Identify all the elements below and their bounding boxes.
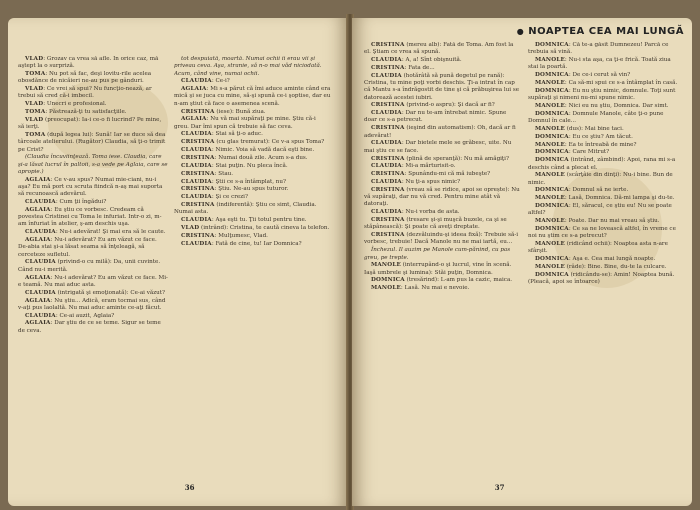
speaker-name: CRISTINA xyxy=(181,139,215,146)
dialogue-line xyxy=(364,42,520,57)
dialogue-line xyxy=(364,277,520,284)
line-text: : Lasă. Nu mai e nevoie. xyxy=(400,285,470,292)
dialogue-line xyxy=(364,163,520,170)
line-text: : Care Mitrut? xyxy=(568,149,610,156)
speaker-name: DOMNICA xyxy=(535,110,569,117)
line-text: (plină de speranţă): Nu mă amăgiţi? xyxy=(404,155,509,162)
line-text: (ridicându-se): Amin! Noaptea bună. (Pleacă, apoi se întoarce) xyxy=(528,271,675,286)
speaker-name: VLAD xyxy=(181,225,200,231)
dialogue-line xyxy=(528,172,680,187)
dialogue-line xyxy=(364,209,520,216)
speaker-name: CRISTINA xyxy=(371,155,405,162)
speaker-name: CRISTINA xyxy=(181,108,215,115)
speaker-name: CLAUDIA xyxy=(181,162,212,169)
dialogue-line xyxy=(18,132,168,154)
line-text: : Că te-a găsit Dumnezeu! Parcă ce trebuia să vină. xyxy=(528,42,669,56)
speaker-name: MANOLE xyxy=(535,125,565,132)
speaker-name: CRISTINA xyxy=(371,171,405,178)
line-text: : Dar nu te-am întrebat nimic. Spune doar ce s-a petrecut. xyxy=(364,110,507,124)
dialogue-line xyxy=(528,57,680,72)
dialogue-line xyxy=(18,298,168,313)
dialogue-line xyxy=(174,78,332,85)
line-text: : Şi ce crezi? xyxy=(211,194,248,201)
line-text: : Unecri e profesional. xyxy=(43,101,107,108)
dialogue-line xyxy=(174,171,332,178)
speaker-name: DOMNICA xyxy=(535,149,569,156)
line-text: : Mulţumesc, Vlad. xyxy=(214,232,268,239)
stage-direction: Închezul. Il auzim pe Manole cum-pănind, cu pas greu, pe trepte. xyxy=(364,247,511,261)
line-text: (mereu alb): Fată de Toma. Am fost la el. Ştiam ce vrea să spună. xyxy=(364,42,514,56)
dialogue-line xyxy=(174,194,332,201)
dialogue-line xyxy=(528,80,680,87)
dialogue-line xyxy=(364,57,520,64)
speaker-name: MANOLE xyxy=(535,218,565,225)
page-number-right: 37 xyxy=(494,483,505,492)
speaker-name: CRISTINA xyxy=(181,170,215,177)
dialogue-line xyxy=(18,320,168,335)
line-text: : Poate. Dar nu mai vreau să ştiu. xyxy=(564,218,660,225)
speaker-name: DOMNICA xyxy=(535,72,569,79)
line-text: (intrând, zâmbind): Apoi, rana mi s-a deschis când a plecat el. xyxy=(528,157,676,171)
line-text: (ieşind din automatism): Oh, dacă ar fi adevărat! xyxy=(364,125,516,139)
line-text: : Cum ţii îngădui? xyxy=(55,199,107,206)
dialogue-line xyxy=(528,149,680,156)
line-text: : Ea te întreabă de mine? xyxy=(564,141,637,148)
line-text: : Nu-i adevărat! Şi mai era să le caute. xyxy=(55,229,166,236)
line-text: (râde): Bine. Bine, du-te la culcare. xyxy=(564,264,667,271)
line-text: : Stau. xyxy=(214,170,234,177)
dialogue-line xyxy=(174,186,332,193)
line-text: : Eu ce ştiu? Am tăcut. xyxy=(568,133,633,140)
dialogue-line xyxy=(174,225,332,232)
header-title: NOAPTEA CEA MAI LUNGĂ xyxy=(528,26,684,37)
speaker-name: CLAUDIA xyxy=(181,147,212,154)
text-column-3 xyxy=(364,42,520,456)
speaker-name: VLAD xyxy=(25,116,44,123)
speaker-name: CLAUDIA xyxy=(371,179,402,186)
dialogue-line xyxy=(364,232,520,247)
dialogue-line xyxy=(364,171,520,178)
dialogue-line xyxy=(18,71,168,86)
speaker-name: MANOLE xyxy=(535,57,565,64)
dialogue-line xyxy=(364,102,520,109)
speaker-name: AGLAIA xyxy=(25,320,51,327)
line-text: (indiferentă): Ştiu ce simt, Claudia. Numai asta. xyxy=(174,202,317,216)
line-text: : Ştii ce s-a întâmplat, nu? xyxy=(211,178,286,185)
right-page xyxy=(352,18,692,506)
line-text: : Nu-i vorba de asta. xyxy=(401,209,460,216)
speaker-name: AGLAIA xyxy=(181,116,207,123)
dialogue-line xyxy=(174,241,332,248)
line-text: : Ştiu. Ne-au spus tuturor. xyxy=(214,186,289,193)
dialogue-line xyxy=(18,199,168,206)
dialogue-line xyxy=(174,147,332,154)
speaker-name: CLAUDIA xyxy=(25,312,56,319)
dialogue-line xyxy=(364,247,520,262)
dialogue-line xyxy=(364,187,520,209)
dialogue-line xyxy=(18,207,168,229)
speaker-name: TOMA xyxy=(25,132,46,139)
line-text: : Nu vă mai supăraţi pe mine. Ştiu că-i greu. Dar îmi spun că trebuie să fac ceva. xyxy=(174,116,316,130)
running-header xyxy=(517,26,684,37)
line-text: : Domnule Manole, câte ţi-o pune Domnul în cale... xyxy=(528,110,664,125)
line-text: : Nu-i adevărat? Eu am văzut ce face. De-abia stai şi-a lăsat seama să înţeleagă, să cerceteze sufletul. xyxy=(18,237,157,258)
speaker-name: DOMNICA xyxy=(535,157,569,164)
line-text: : Nu pot să fac, deşi lovitu-rile acelea obosdănce de nicăieri ne-au pus pe gânduri. xyxy=(18,71,152,85)
line-text: (preocupat): Ia-i ce-o fi lucrind? Pe mine, să ierţi. xyxy=(18,116,162,131)
dialogue-line xyxy=(364,217,520,232)
dialogue-line xyxy=(528,72,680,79)
speaker-name: CLAUDIA xyxy=(181,178,212,185)
speaker-name: CLAUDIA xyxy=(25,229,56,236)
dialogue-line xyxy=(528,111,680,126)
speaker-name: CLAUDIA xyxy=(181,217,212,224)
speaker-name: DOMNICA xyxy=(535,133,569,140)
speaker-name: CRISTINA xyxy=(181,232,215,239)
speaker-name: MANOLE xyxy=(535,80,565,87)
speaker-name: AGLAIA xyxy=(25,206,51,213)
dialogue-line xyxy=(174,86,332,108)
line-text: : De ce-i cerut să vin? xyxy=(568,72,631,79)
speaker-name: DOMNICA xyxy=(535,271,569,278)
speaker-name: CLAUDIA xyxy=(371,57,402,64)
dialogue-line xyxy=(528,42,680,57)
text-column-2 xyxy=(174,56,332,456)
speaker-name: VLAD xyxy=(25,101,44,108)
dialogue-line xyxy=(364,110,520,125)
speaker-name: TOMA xyxy=(25,71,46,78)
speaker-name: DOMNICA xyxy=(535,42,569,48)
line-text: (după legea lui): Sună! Iar se duce să dea târcoale atelierului. (Rugător) Claudia, să ţi-o trimit pe Crist? xyxy=(18,132,166,153)
line-text: : Numai două zile. Acum s-a dus. xyxy=(214,155,308,161)
speaker-name: CRISTINA xyxy=(371,42,405,48)
speaker-name: VLAD xyxy=(25,86,44,93)
line-text: : Aşa e. Cea mai lungă noapte. xyxy=(568,256,656,263)
dialogue-line xyxy=(528,157,680,172)
line-text: (privind-o cu milă): Da, unii cuvinte. Când nu-i merită. xyxy=(18,259,161,273)
line-text: (tresare şi-şi muşcă buzele, ca şi se stăpânească): Şi poate că aveţi dreptate. xyxy=(364,217,507,231)
speaker-name: DOMNICA xyxy=(535,226,569,233)
speaker-name: CLAUDIA xyxy=(371,110,402,117)
speaker-name: DOMNICA xyxy=(535,87,569,94)
dialogue-line xyxy=(528,88,680,103)
line-text: : Nu-i adevărat? Eu am văzut ce face. Mi-e teamă. Nu mai aduc asta. xyxy=(18,274,168,288)
dialogue-line xyxy=(18,56,168,71)
dialogue-line xyxy=(174,139,332,146)
line-text: : Fată de cine, tu! Iar Domnica? xyxy=(211,240,302,247)
speaker-name: AGLAIA xyxy=(181,86,207,93)
speaker-name: CRISTINA xyxy=(371,125,405,132)
speaker-name: MANOLE xyxy=(535,195,565,202)
line-text: (intrigată şi emoţionată): Ce-ai văzut? xyxy=(55,289,166,296)
line-text: (vreau să se ridice, apoi se oprește): Nu vă supăraţi, dar nu vă cred. Pentru mine atât vă datoraţi. xyxy=(364,186,520,208)
line-text: : El, săracul, ce ştiu eu! Nu se poate altfel? xyxy=(528,203,672,217)
speaker-name: MANOLE xyxy=(535,241,565,248)
speaker-name: DOMNICA xyxy=(535,203,569,210)
line-text: : Dar ştiu de ce se teme. Sigur se teme de ceva. xyxy=(18,320,161,334)
dialogue-line xyxy=(174,217,332,224)
line-text: : A, a! Sînt obişnuită. xyxy=(401,57,462,64)
dialogue-line xyxy=(528,134,680,141)
speaker-name: CLAUDIA xyxy=(371,209,402,216)
dialogue-line xyxy=(364,125,520,140)
speaker-name: CRISTINA xyxy=(371,64,405,71)
line-text: : Ce v-au spus? Numai mie-ciani, nu-i aşa? Eu mă port cu scruta fiindcă n-aş mai suporta să recunoască adevărul. xyxy=(18,176,163,198)
speaker-name: CLAUDIA xyxy=(371,163,402,170)
line-text: (dezvăluindu-şi ideea fixă): Trebuie să-i vorbesc, trebuie! Dacă Manole nu ne mai iartă, eu... xyxy=(364,232,519,246)
line-text: : Nimic. Voia să vadă dacă eşti bine. xyxy=(211,147,315,154)
dialogue-line xyxy=(528,203,680,218)
dialogue-line xyxy=(174,202,332,217)
line-text: : Ce vrei să spui? Nu funcţio-nează, ar trebui să cred că-i imbecil. xyxy=(18,86,152,100)
text-column-4 xyxy=(528,42,680,456)
dialogue-line xyxy=(18,86,168,101)
line-text: : Stai să ţi-o aduc. xyxy=(211,131,263,138)
dialogue-line xyxy=(528,126,680,133)
dialogue-line xyxy=(528,226,680,241)
speaker-name: CLAUDIA xyxy=(181,78,212,85)
stage-direction: tot despuiată, moartă. Numai ochii ii erau vii şi priveau ceva. Aşa, stranie, să n-o mai văd niciodată. Acum, când vine, numai ochii. xyxy=(174,56,322,77)
bullet-icon: ● xyxy=(516,27,525,36)
speaker-name: CRISTINA xyxy=(181,155,215,161)
speaker-name: MANOLE xyxy=(535,141,565,148)
dialogue-line xyxy=(18,290,168,297)
dialogue-line xyxy=(528,272,680,287)
line-text: : Mi s-a părut că îmi aduce aminte când era mică şi se juca cu mine, să-şi spună ce-i şoptise, dar eu n-am ştiut că face o asemenea scenă. xyxy=(174,86,331,107)
speaker-name: MANOLE xyxy=(535,172,565,179)
dialogue-line xyxy=(174,179,332,186)
speaker-name: DOMNICA xyxy=(535,256,569,263)
line-text: : Păstrează-ţi tu satisfacţiile. xyxy=(45,109,127,116)
line-text: (privind-o aspru): Şi dacă ar fi? xyxy=(404,102,495,109)
speaker-name: CRISTINA xyxy=(181,186,215,193)
speaker-name: CLAUDIA xyxy=(25,259,56,266)
text-column-1 xyxy=(18,56,168,456)
line-text: : Domnul să ne ierte. xyxy=(568,187,629,194)
speaker-name: CRISTINA xyxy=(371,102,405,109)
line-text: : Dar bietele mele se grăbesc, uite. Nu mai ştiu ce se face. xyxy=(364,140,512,154)
dialogue-line xyxy=(18,117,168,132)
speaker-name: CLAUDIA xyxy=(25,289,56,296)
dialogue-line xyxy=(18,109,168,116)
dialogue-line xyxy=(174,233,332,240)
dialogue-line xyxy=(18,101,168,108)
line-text: : Nu ţi-a spus nimic? xyxy=(401,179,461,186)
line-text: : Eu ştiu ce vorbesc. Credeam că povestea Cristinei cu Toma le infuriat. Intr-o zi, m-am înfuriat în atelier, ş-am deschis uşa. xyxy=(18,206,162,228)
dialogue-line xyxy=(364,156,520,163)
speaker-name: AGLAIA xyxy=(25,237,51,244)
line-text: : Nici eu nu ştiu, Domnica. Dar simt. xyxy=(564,102,669,109)
stage-direction: (Claudia încuviinţează. Toma iese. Claudia, care şi-a lăsat lucrul în paltoii, s-a vede pe Aglaia, care se apropie.) xyxy=(18,154,168,175)
dialogue-line xyxy=(18,275,168,290)
line-text: : Aşa eşti tu. Ţii totul pentru tine. xyxy=(211,217,307,224)
line-text: (intrând): Cristina, te caută cineva la telefon. xyxy=(199,225,330,231)
page-number-left: 36 xyxy=(184,483,195,492)
line-text: : Fata de... xyxy=(404,64,435,71)
dialogue-line xyxy=(528,142,680,149)
speaker-name: CLAUDIA xyxy=(25,199,56,206)
line-text: (dus): Mai bine taci. xyxy=(564,125,624,132)
line-text: : Ca să-mi spui ce s-a întâmplat în casă. xyxy=(564,80,678,87)
dialogue-line xyxy=(174,116,332,131)
speaker-name: MANOLE xyxy=(371,262,401,269)
speaker-name: AGLAIA xyxy=(25,297,51,304)
line-text: : Mi-a mărturisit-o. xyxy=(401,163,456,170)
speaker-name: CLAUDIA xyxy=(181,240,212,247)
line-text: (scârţâie din dinţi): Nu-i bine. Bun de nimic. xyxy=(528,172,673,186)
dialogue-line xyxy=(18,177,168,199)
dialogue-line xyxy=(528,103,680,110)
speaker-name: CLAUDIA xyxy=(181,194,212,201)
dialogue-line xyxy=(364,285,520,292)
dialogue-line xyxy=(18,154,168,176)
line-text: (cu glas tremurat): Ce v-a spus Toma? xyxy=(214,139,325,146)
dialogue-line xyxy=(364,73,520,102)
dialogue-line xyxy=(18,313,168,320)
speaker-name: DOMNICA xyxy=(371,277,405,284)
line-text: (interrupând-o şi lucrul, vine în scenă. Iaşă umbrele şi lumina): Stăi puţin, Domnica. xyxy=(364,262,512,276)
speaker-name: AGLAIA xyxy=(25,176,51,183)
dialogue-line xyxy=(174,155,332,162)
dialogue-line xyxy=(18,259,168,274)
line-text: (ridicând ochii): Noaptea asta n-are sfârşit. xyxy=(528,241,668,255)
dialogue-line xyxy=(528,187,680,194)
line-text: : Nu-i sta aşa, ca ţi-e frică. Toată ziua stai la poartă. xyxy=(528,57,671,71)
line-text: : Stai puţin. Nu pleca încă. xyxy=(211,162,288,169)
speaker-name: MANOLE xyxy=(535,102,565,109)
line-text: : Nu ştiu... Adică, eram tocmai sus, când v-aţi pus laolaltă. Nu mai aduc aminte ce-aţi făcut. xyxy=(18,297,166,311)
left-page xyxy=(8,18,348,506)
dialogue-line xyxy=(174,163,332,170)
dialogue-line xyxy=(528,264,680,271)
dialogue-line xyxy=(528,241,680,256)
line-text: : Spunându-mi că mă iubeşte? xyxy=(404,171,491,178)
dialogue-line xyxy=(528,256,680,263)
dialogue-line xyxy=(174,109,332,116)
line-text: : Ce sa ne lovească altfel, în vreme ce noi nu ştim ce s-a petrecut? xyxy=(528,226,676,240)
speaker-name: VLAD xyxy=(25,56,44,62)
speaker-name: MANOLE xyxy=(371,285,401,292)
speaker-name: MANOLE xyxy=(535,264,565,271)
speaker-name: CRISTINA xyxy=(371,232,405,239)
dialogue-line xyxy=(18,229,168,236)
speaker-name: AGLAIA xyxy=(25,274,51,281)
dialogue-line xyxy=(364,179,520,186)
speaker-name: CRISTINA xyxy=(371,186,405,193)
speaker-name: CLAUDIA xyxy=(371,140,402,147)
line-text: : Ce-ai auzit, Aglaia? xyxy=(55,312,115,319)
speaker-name: CLAUDIA xyxy=(371,72,402,79)
dialogue-line xyxy=(364,65,520,72)
line-text: (iese): Bună ziua. xyxy=(214,108,266,115)
line-text: (hotărâtă să pună degetul pe rană): Cristina, tu mine poţi vorbi deschis. Ţi-a intrat în cap că Mantu s-a îndrăgostit de tine şi că prăbuşirea lui se datorează acestei iubiri. xyxy=(364,72,520,101)
dialogue-line xyxy=(364,140,520,155)
dialogue-line xyxy=(528,195,680,202)
speaker-name: CRISTINA xyxy=(371,217,405,224)
line-text: : Grozav ca vrea să afle. În orice caz, mă aştept la o surpriză. xyxy=(18,56,159,70)
dialogue-line xyxy=(18,237,168,259)
line-text: (tresărind): L-am pus la cazic, maica. xyxy=(404,277,513,284)
dialogue-line xyxy=(174,56,332,78)
line-text: : Lasă, Domnica. Dă-mi lampa şi du-te. xyxy=(564,195,675,202)
speaker-name: DOMNICA xyxy=(535,187,569,194)
line-text: : Eu nu ştiu nimic, domnule. Toţi sunt supăraţi şi nimeni nu-mi spune nimic. xyxy=(528,87,676,102)
speaker-name: CLAUDIA xyxy=(181,131,212,138)
speaker-name: CRISTINA xyxy=(181,202,215,209)
speaker-name: TOMA xyxy=(25,109,46,116)
dialogue-line xyxy=(528,218,680,225)
dialogue-line xyxy=(364,262,520,277)
dialogue-line xyxy=(174,131,332,138)
line-text: : Ce-i? xyxy=(211,78,230,85)
